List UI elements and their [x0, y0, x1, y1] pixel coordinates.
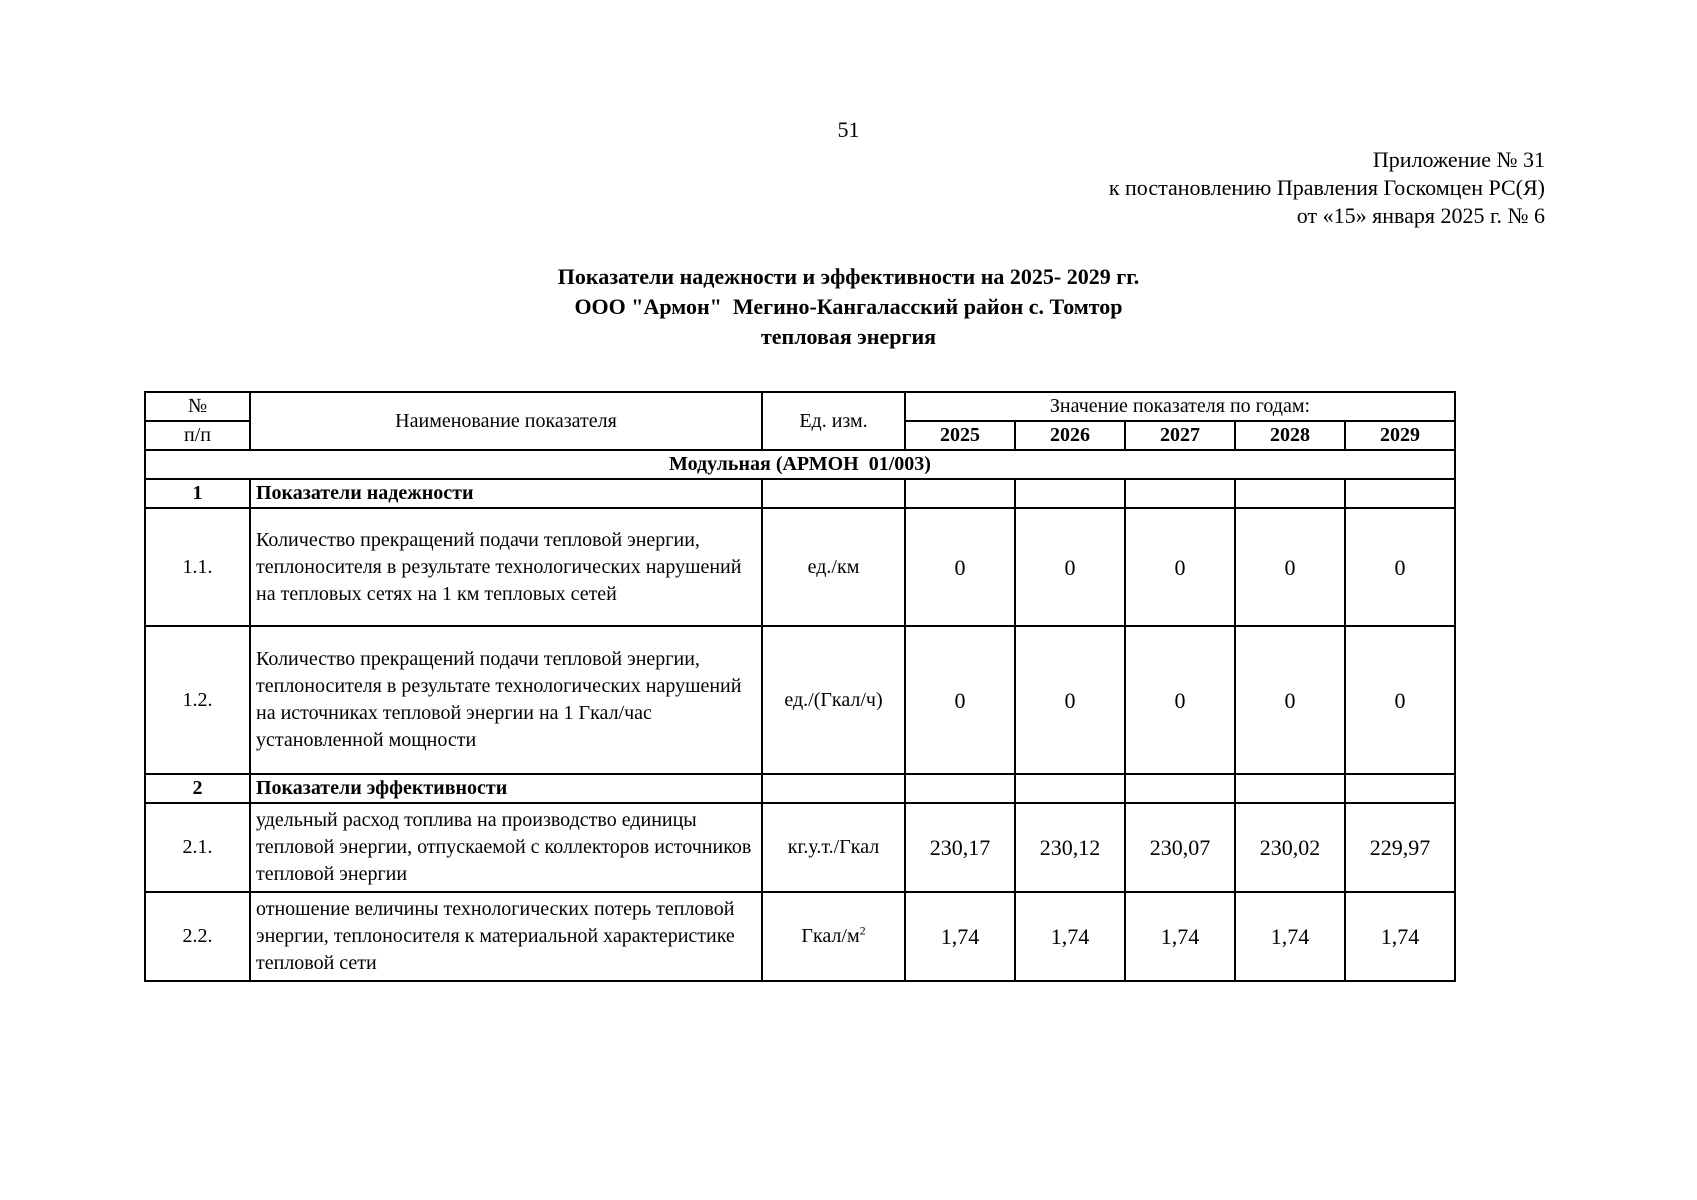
- group-row: [145, 774, 1455, 803]
- group-row: [145, 479, 1455, 508]
- row-num: 1.1.: [145, 508, 250, 626]
- empty-cell: [1345, 774, 1455, 803]
- row-value: 230,12: [1015, 803, 1125, 892]
- row-value: 1,74: [1015, 892, 1125, 981]
- table-row: [145, 626, 1455, 774]
- empty-cell: [1235, 774, 1345, 803]
- header-year: 2029: [1345, 421, 1455, 450]
- row-value: 229,97: [1345, 803, 1455, 892]
- section-title: Модульная (АРМОН 01/003): [145, 450, 1455, 479]
- header-num-bottom: п/п: [145, 421, 250, 450]
- row-unit: кг.у.т./Гкал: [762, 803, 905, 892]
- row-value: 0: [1235, 508, 1345, 626]
- header-row-1: [145, 392, 1455, 421]
- row-num: 1.2.: [145, 626, 250, 774]
- empty-cell: [762, 479, 905, 508]
- group-num: 2: [145, 774, 250, 803]
- header-year: 2026: [1015, 421, 1125, 450]
- row-value: 0: [1015, 508, 1125, 626]
- header-year: 2025: [905, 421, 1015, 450]
- header-year: 2027: [1125, 421, 1235, 450]
- row-value: 0: [1345, 626, 1455, 774]
- appendix-block: [1109, 146, 1545, 230]
- row-value: 0: [905, 508, 1015, 626]
- row-value: 0: [1015, 626, 1125, 774]
- header-values-group: Значение показателя по годам:: [905, 392, 1455, 421]
- appendix-line-2: к постановлению Правления Госкомцен РС(Я): [1108, 175, 1545, 200]
- document-title: [0, 262, 1697, 352]
- appendix-line-1: Приложение № 31: [1372, 147, 1545, 172]
- row-value: 230,17: [905, 803, 1015, 892]
- page-number: 51: [837, 117, 860, 142]
- row-value: 0: [1345, 508, 1455, 626]
- row-value: 230,07: [1125, 803, 1235, 892]
- header-unit: Ед. изм.: [762, 392, 905, 450]
- row-name: отношение величины технологических потерь тепловой энергии, теплоносителя к материальной характеристике тепловой сети: [250, 892, 762, 981]
- title-line-2: ООО "Армон" Мегино-Кангаласский район с. Томтор: [574, 294, 1123, 319]
- group-num: 1: [145, 479, 250, 508]
- empty-cell: [1015, 479, 1125, 508]
- table-row: [145, 508, 1455, 626]
- empty-cell: [1015, 774, 1125, 803]
- title-line-1: Показатели надежности и эффективности на 2025- 2029 гг.: [557, 264, 1140, 289]
- table-row: [145, 803, 1455, 892]
- row-value: 0: [1235, 626, 1345, 774]
- unit-base: Гкал/м: [801, 925, 860, 947]
- row-value: 0: [1125, 508, 1235, 626]
- row-name: удельный расход топлива на производство единицы тепловой энергии, отпускаемой с коллекторов источников тепловой энергии: [250, 803, 762, 892]
- title-line-3: тепловая энергия: [760, 324, 937, 349]
- empty-cell: [905, 774, 1015, 803]
- row-value: 230,02: [1235, 803, 1345, 892]
- row-num: 2.1.: [145, 803, 250, 892]
- row-value: 1,74: [1345, 892, 1455, 981]
- row-value: 1,74: [905, 892, 1015, 981]
- row-unit: ед./км: [762, 508, 905, 626]
- row-unit: ед./(Гкал/ч): [762, 626, 905, 774]
- row-value: 1,74: [1235, 892, 1345, 981]
- row-num: 2.2.: [145, 892, 250, 981]
- row-value: 0: [1125, 626, 1235, 774]
- empty-cell: [1235, 479, 1345, 508]
- row-unit: [762, 892, 905, 981]
- empty-cell: [905, 479, 1015, 508]
- appendix-line-3: от «15» января 2025 г. № 6: [1296, 203, 1545, 228]
- indicators-table: [144, 391, 1456, 982]
- empty-cell: [762, 774, 905, 803]
- header-name: Наименование показателя: [250, 392, 762, 450]
- row-value: 0: [905, 626, 1015, 774]
- empty-cell: [1125, 774, 1235, 803]
- header-num-top: №: [145, 392, 250, 421]
- empty-cell: [1345, 479, 1455, 508]
- group-title: Показатели надежности: [250, 479, 762, 508]
- group-title: Показатели эффективности: [250, 774, 762, 803]
- row-name: Количество прекращений подачи тепловой энергии, теплоносителя в результате технологических нарушений на тепловых сетях на 1 км тепловых сетей: [250, 508, 762, 626]
- table-row: [145, 892, 1455, 981]
- row-name: Количество прекращений подачи тепловой энергии, теплоносителя в результате технологических нарушений на источниках тепловой энергии на 1 Гкал/час установленной мощности: [250, 626, 762, 774]
- section-row: [145, 450, 1455, 479]
- row-value: 1,74: [1125, 892, 1235, 981]
- header-year: 2028: [1235, 421, 1345, 450]
- empty-cell: [1125, 479, 1235, 508]
- unit-superscript: 2: [859, 923, 866, 938]
